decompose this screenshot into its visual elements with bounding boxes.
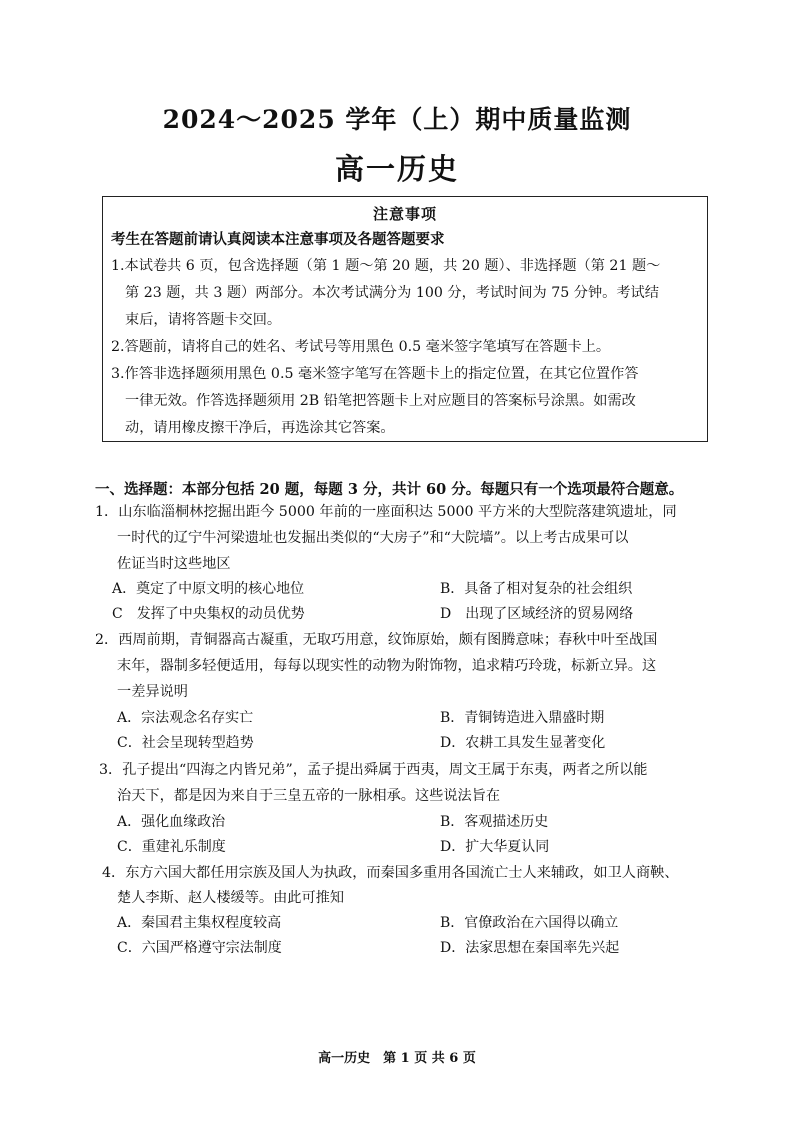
notice-line: 3.作答非选择题须用黑色 0.5 毫米签字笔写在答题卡上的指定位置，在其它位置作答 [111,366,639,382]
notice-line: 动，请用橡皮擦干净后，再选涂其它答案。 [125,420,395,436]
option-d: D．农耕工具发生显著变化 [440,735,606,751]
option-a: A．宗法观念名存实亡 [117,710,254,726]
option-c: C．社会呈现转型趋势 [117,735,254,751]
exam-subject: 高一历史 [334,152,459,186]
question-text: 一差异说明 [117,684,188,700]
page-footer: 高一历史 第 1 页 共 6 页 [318,1051,476,1066]
option-b: B．官僚政治在六国得以确立 [440,915,619,931]
question-text: 3．孔子提出“四海之内皆兄弟”，孟子提出舜属于西夷，周文王属于东夷，两者之所以能 [99,762,648,778]
section-heading: 一、选择题：本部分包括 20 题，每题 3 分，共计 60 分。每题只有一个选项最符合题意。 [95,481,684,498]
notice-subtitle: 考生在答题前请认真阅读本注意事项及各题答题要求 [111,231,445,248]
question-text: 2．西周前期，青铜器高古凝重，无取巧用意，纹饰原始，颇有图腾意味；春秋中叶至战国 [95,632,658,648]
exam-title: 2024～2025 学年（上）期中质量监测 [162,105,632,134]
question-text: 治天下，都是因为来自于三皇五帝的一脉相承。这些说法旨在 [117,788,501,804]
notice-line: 一律无效。作答选择题须用 2B 铅笔把答题卡上对应题目的答案标号涂黑。如需改 [125,393,636,409]
question-text: 楚人李斯、赵人楼缓等。由此可推知 [117,890,345,906]
option-c: C 发挥了中央集权的动员优势 [112,606,305,622]
notice-line: 2.答题前，请将自己的姓名、考试号等用黑色 0.5 毫米签字笔填写在答题卡上。 [111,339,611,355]
question-text: 佐证当时这些地区 [117,556,231,572]
question-text: 4．东方六国大都任用宗族及国人为执政，而秦国多重用各国流亡士人来辅政，如卫人商鞅、 [102,865,679,881]
notice-box [102,196,708,442]
option-d: D 出现了区域经济的贸易网络 [440,606,634,622]
notice-line: 1.本试卷共 6 页，包含选择题（第 1 题～第 20 题，共 20 题）、非选择题（第 21 题～ [111,258,661,274]
question-text: 末年，器制多轻便适用，每每以现实性的动物为附饰物，追求精巧玲珑，标新立异。这 [117,658,657,674]
notice-line: 束后，请将答题卡交回。 [125,312,282,328]
option-a: A．强化血缘政治 [117,814,226,830]
notice-line: 第 23 题，共 3 题）两部分。本次考试满分为 100 分，考试时间为 75 分钟。考试结 [125,285,659,301]
option-c: C．重建礼乐制度 [117,839,226,855]
option-b: B．客观描述历史 [440,814,549,830]
notice-title: 注意事项 [372,205,437,223]
question-text: 一时代的辽宁牛河梁遗址也发掘出类似的“大房子”和“大院墙”。以上考古成果可以 [117,530,629,546]
option-a: A．秦国君主集权程度较高 [117,915,282,931]
option-b: B．青铜铸造进入鼎盛时期 [440,710,605,726]
option-a: A．奠定了中原文明的核心地位 [112,581,305,597]
option-b: B．具备了相对复杂的社会组织 [440,581,633,597]
option-d: D．扩大华夏认同 [440,839,550,855]
option-c: C．六国严格遵守宗法制度 [117,940,282,956]
option-d: D．法家思想在秦国率先兴起 [440,940,620,956]
question-text: 1．山东临淄桐林挖掘出距今 5000 年前的一座面积达 5000 平方米的大型院落建筑遗址，同 [95,504,677,520]
